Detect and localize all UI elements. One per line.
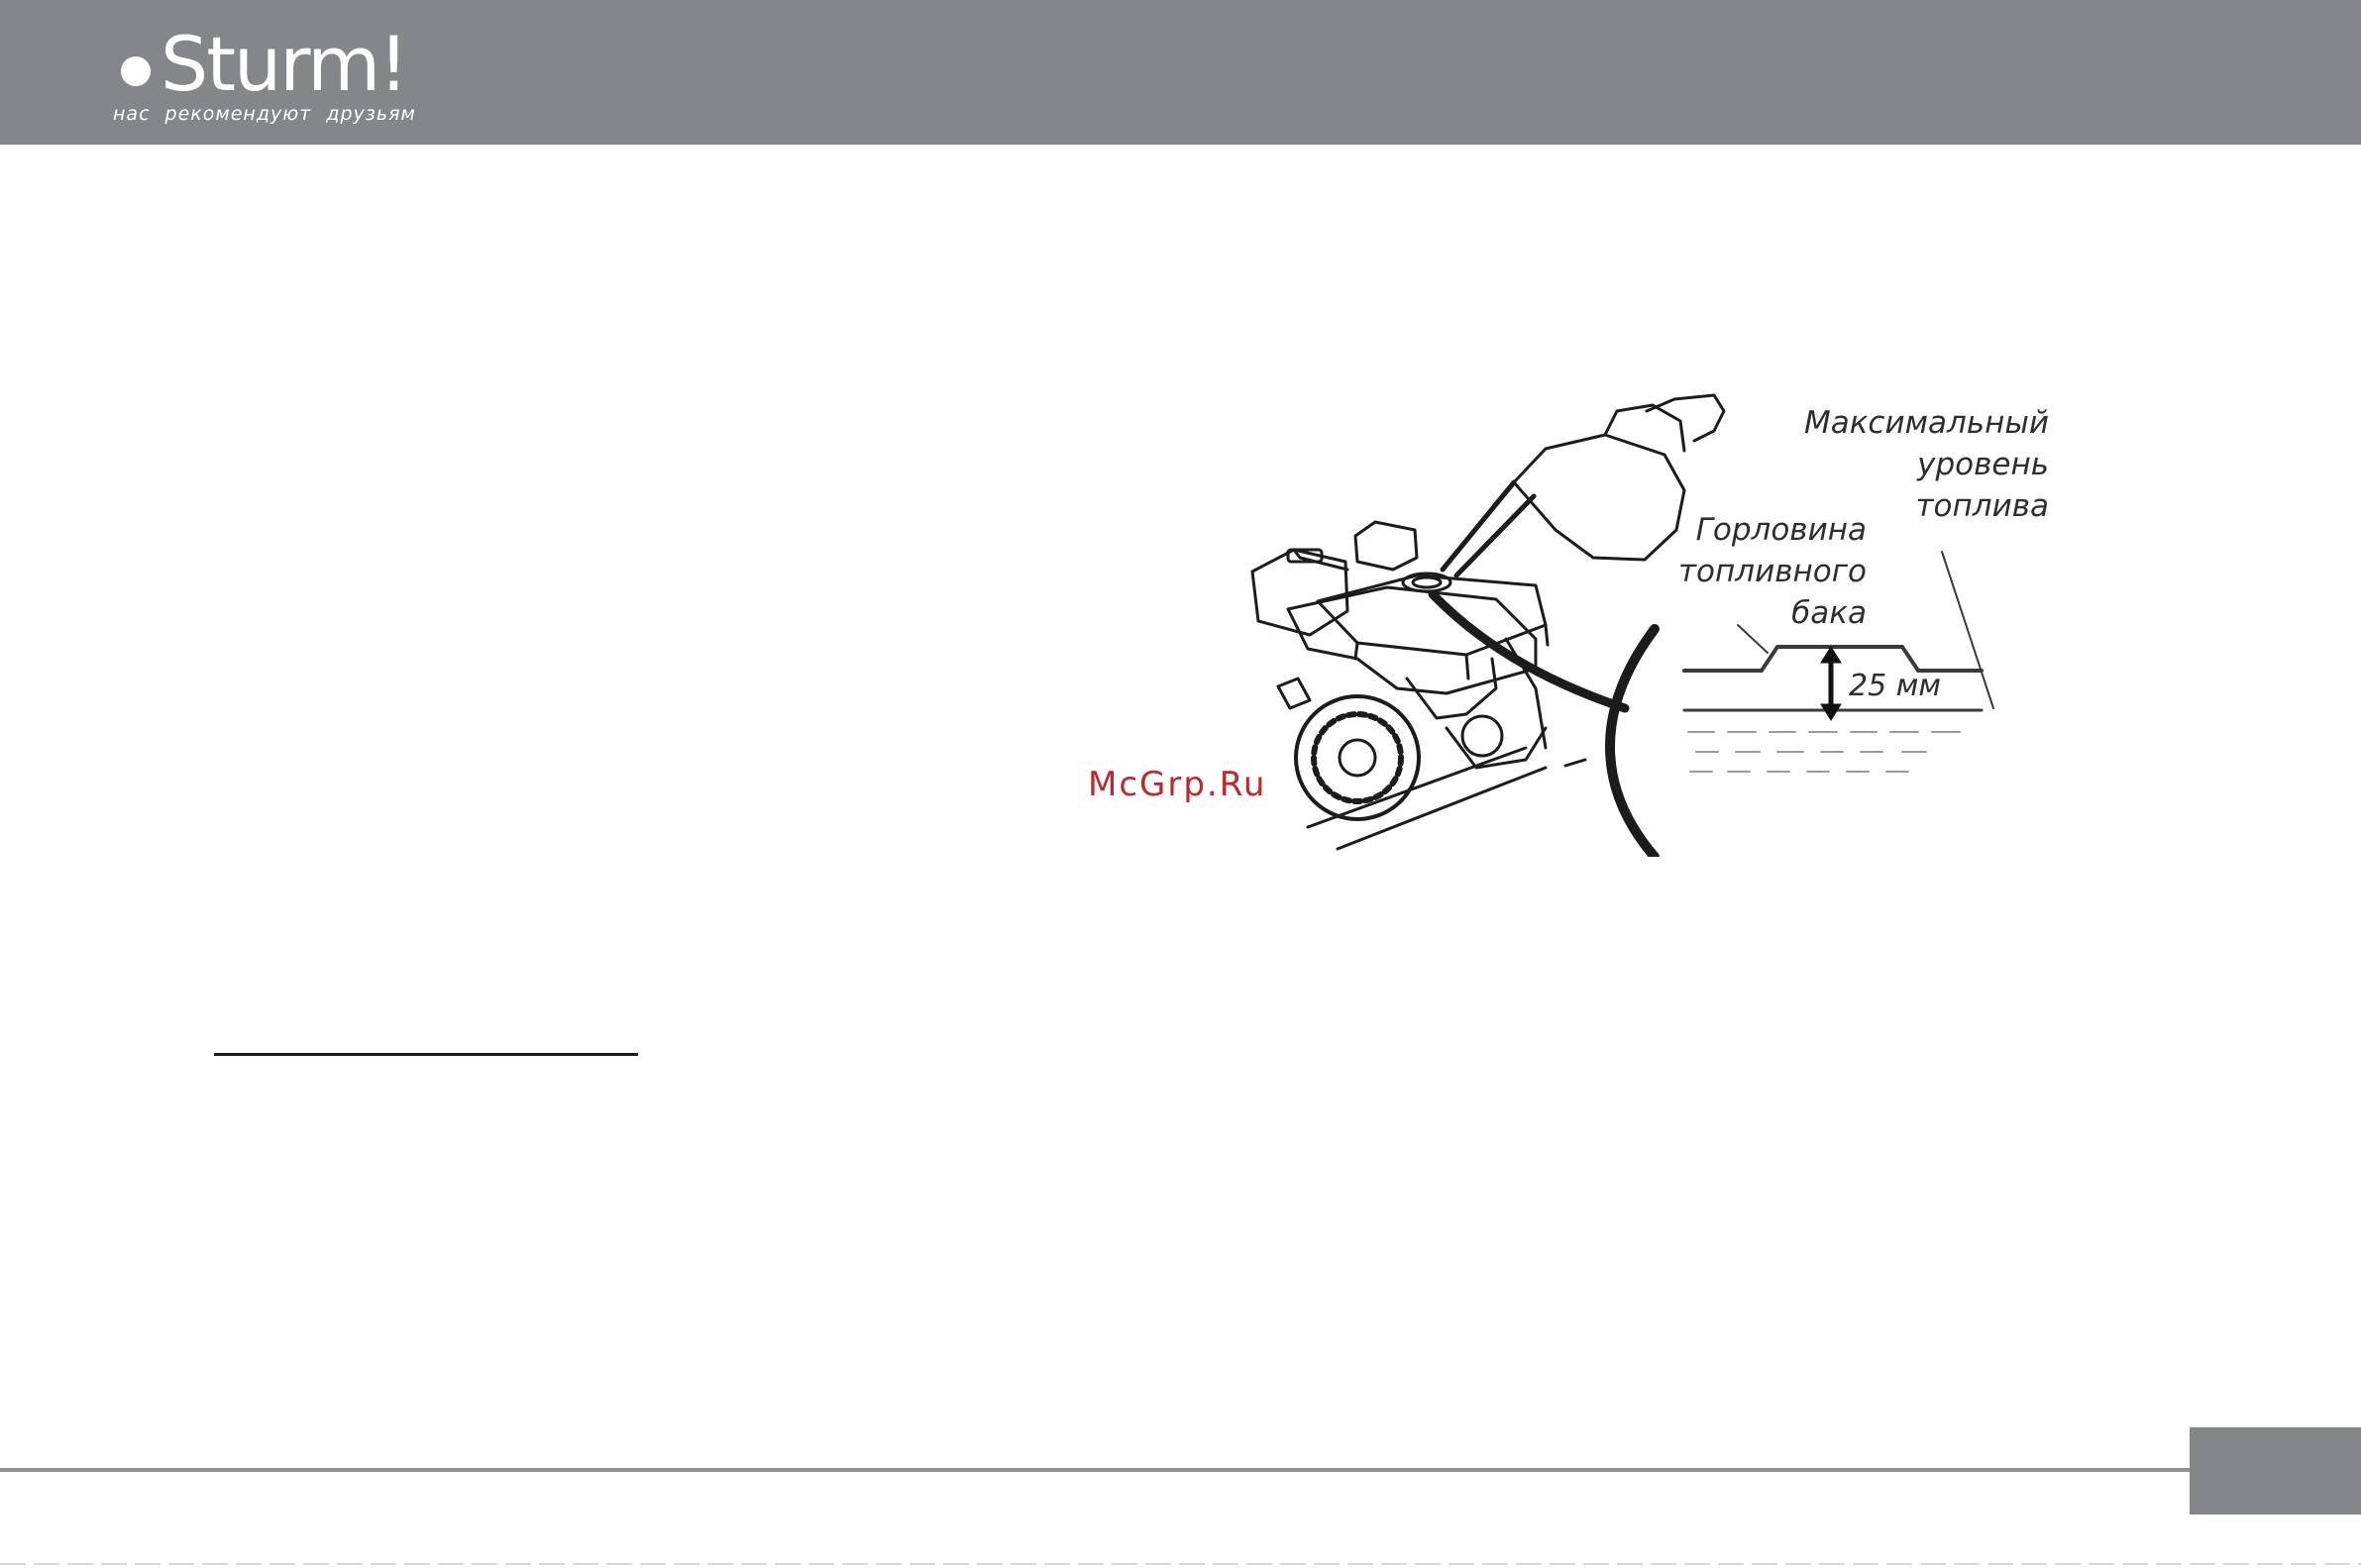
footer-divider	[0, 1468, 2190, 1472]
can-spout	[1443, 482, 1534, 575]
label-leader-max	[1942, 552, 1993, 708]
logo-brand-text: Sturm!	[161, 20, 407, 108]
fuel-tank-neck-label: Горловина топливного бака	[1677, 512, 1867, 631]
watermark-link[interactable]: McGrp.Ru	[1088, 765, 1267, 804]
distance-label: 25 мм	[1849, 669, 1941, 703]
page-number-box	[2190, 1427, 2361, 1515]
control-box	[1355, 522, 1417, 570]
max-fuel-level-label: Максимальный уровень топлива	[1803, 405, 2049, 524]
logo-dot-icon	[121, 56, 151, 86]
page-header	[0, 0, 2361, 145]
logo-slogan: нас рекомендуют друзьям	[113, 103, 416, 125]
distance-arrow-icon	[1821, 647, 1841, 720]
fuel-dashes	[1688, 732, 1960, 772]
starter-handle	[1278, 679, 1310, 708]
bottom-dashed-border	[0, 1563, 2361, 1565]
callout-leader	[1433, 594, 1625, 708]
engine-block	[1288, 587, 1536, 693]
heading-underline	[214, 1053, 638, 1056]
sturm-logo	[111, 20, 468, 133]
hand	[1647, 395, 1724, 441]
callout-bracket	[1610, 629, 1655, 857]
